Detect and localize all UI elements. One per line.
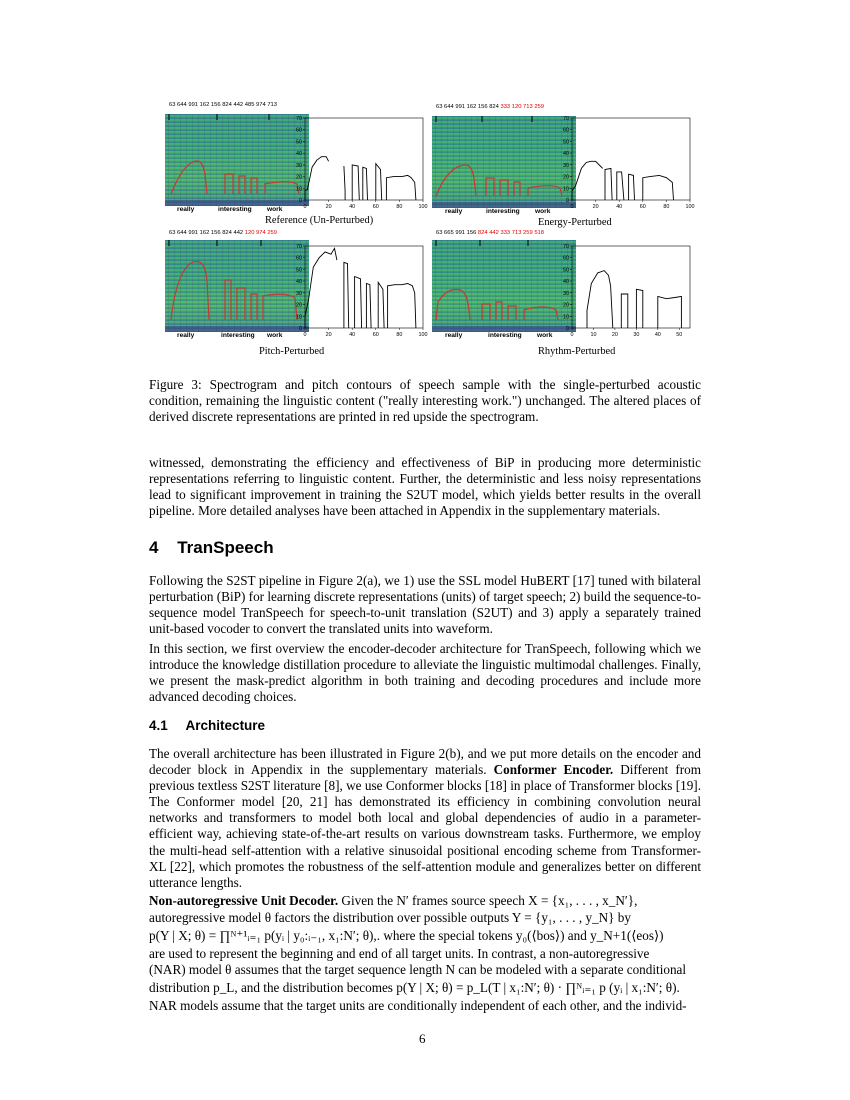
- y-tick-label: 50: [296, 139, 302, 146]
- section-title: TranSpeech: [177, 538, 274, 557]
- pitch-contour-line: [378, 282, 384, 328]
- word-label-work: work: [267, 332, 283, 339]
- figure-panel-pitch: [165, 230, 435, 360]
- pitch-contour-line: [636, 289, 642, 328]
- x-tick-label: 40: [654, 332, 661, 338]
- y-tick-label: 30: [563, 162, 569, 169]
- pitch-contour-line: [658, 296, 682, 328]
- x-tick-label: 80: [663, 204, 670, 210]
- y-tick-label: 60: [563, 255, 569, 262]
- subsection-heading: [149, 718, 265, 733]
- y-tick-label: 40: [296, 151, 302, 158]
- y-tick-label: 40: [563, 279, 569, 286]
- x-tick-label: 60: [372, 332, 379, 338]
- y-tick-label: 40: [563, 151, 569, 158]
- x-tick-label: 100: [418, 332, 428, 338]
- x-tick-label: 40: [616, 204, 623, 210]
- pitch-contour-chart: [556, 242, 696, 350]
- pitch-contour-line: [587, 271, 613, 328]
- figure-panel-energy: [432, 104, 702, 234]
- paragraph-architecture: The overall architecture has been illustrated in Figure 2(b), and we put more details on the encoder and decoder block in Appendix in the supplementary materials. Conformer Encoder. Different from previous textless S2ST literature [8], we use Conformer blocks [18] in place of Transformer blocks [19]. The Conformer model [20, 21] has demonstrated its efficiency in combining convolution neural networks and transformers to model both local and global dependencies of audio in a parameter-efficient way, achieving state-of-the-art results on various downstream tasks. Furthermore, we employ the multi-head self-attention with a relative sinusoidal positional encoding scheme from Transformer-XL [22], which promotes the robustness of the self-attention module and generalizes better on different utterance lengths.: [149, 746, 701, 890]
- x-tick-label: 0: [570, 204, 574, 210]
- word-label-interesting: interesting: [221, 332, 255, 339]
- word-label-work: work: [537, 332, 553, 339]
- word-label-really: really: [177, 206, 195, 213]
- x-tick-label: 0: [303, 204, 307, 210]
- word-label-interesting: interesting: [488, 332, 522, 339]
- nar-line: NAR models assume that the target units are conditionally independent of each other, and the individ-: [149, 998, 687, 1013]
- conformer-encoder-heading: Conformer Encoder.: [493, 762, 614, 778]
- unit-sequence: 63 644 991 162 156 824 442 120 974 259: [169, 230, 278, 236]
- spectrogram: [165, 240, 309, 332]
- paragraph-overview: In this section, we first overview the encoder-decoder architecture for TranSpeech, following which we introduce the knowledge distillation procedure to alleviate the linguistic multimodal challenges. Finally, we present the mask-predict algorithm in both training and decoding procedures and include more advanced decoding choices.: [149, 641, 701, 705]
- word-label-work: work: [267, 206, 283, 213]
- pitch-contour-line: [643, 175, 674, 200]
- x-tick-label: 20: [611, 332, 618, 338]
- x-tick-label: 10: [590, 332, 597, 338]
- x-tick-label: 60: [372, 204, 379, 210]
- y-tick-label: 0: [566, 326, 569, 332]
- y-tick-label: 60: [296, 255, 302, 262]
- plot-frame: [572, 246, 690, 328]
- x-tick-label: 20: [325, 332, 332, 338]
- word-label-work: work: [535, 208, 551, 215]
- paragraph-pipeline: Following the S2ST pipeline in Figure 2(a), we 1) use the SSL model HuBERT [17] tuned with bilateral perturbation (BiP) for learning discrete representations (units) of target speech; 2) build the sequence-to-sequence model TranSpeech for speech-to-unit translation (S2UT) and 3) apply a separately trained unit-based vocoder to convert the translated units into waveform.: [149, 573, 701, 637]
- paragraph-witnessed: witnessed, demonstrating the efficiency and effectiveness of BiP in producing more deterministic representations referring to linguistic content. Further, the deterministic and less noisy representations lead to significant improvement in training the S2UT model, which yields better results in the overall pipeline. More detailed analyses have been attached in Appendix in the supplementary materials.: [149, 455, 701, 519]
- panel-caption: Reference (Un-Perturbed): [265, 215, 374, 226]
- nar-heading: Non-autoregressive Unit Decoder.: [149, 893, 339, 908]
- y-tick-label: 0: [566, 198, 569, 204]
- pitch-contour-line: [352, 165, 359, 200]
- nar-line: Non-autoregressive Unit Decoder. Given the N′ frames source speech X = {x₁, . . . , x_N′},: [149, 893, 638, 908]
- pitch-contour-line: [617, 172, 624, 200]
- word-label-really: really: [177, 332, 195, 339]
- y-tick-label: 70: [563, 116, 569, 122]
- subsection-number: 4.1: [149, 718, 168, 733]
- figure-panel-reference: [165, 102, 435, 232]
- pitch-contour-line: [355, 277, 362, 329]
- page-number: 6: [419, 1031, 426, 1046]
- section-number: 4: [149, 538, 159, 557]
- y-tick-label: 10: [296, 314, 302, 321]
- y-tick-label: 20: [563, 174, 569, 181]
- x-tick-label: 40: [349, 332, 356, 338]
- x-tick-label: 0: [303, 332, 307, 338]
- y-tick-label: 50: [296, 267, 302, 274]
- pitch-contour-line: [629, 174, 635, 200]
- x-tick-label: 100: [685, 204, 695, 210]
- pitch-contour-line: [366, 284, 371, 329]
- pitch-contour-line: [621, 294, 628, 328]
- pitch-contour-line: [344, 166, 345, 200]
- nar-line: distribution p_L, and the distribution becomes p(Y | X; θ) = p_L(T | x₁:N′; θ) · ∏ᴺᵢ₌₁ p (yᵢ | x₁:N′; θ).: [149, 980, 680, 995]
- word-label-really: really: [445, 332, 463, 339]
- x-tick-label: 30: [633, 332, 640, 338]
- y-tick-label: 30: [296, 162, 302, 169]
- pitch-contour-line: [386, 175, 416, 200]
- plot-frame: [305, 246, 423, 328]
- y-tick-label: 0: [299, 198, 302, 204]
- word-label-interesting: interesting: [218, 206, 252, 213]
- pitch-contour-line: [572, 161, 603, 200]
- pitch-contour-chart: [556, 114, 696, 222]
- y-tick-label: 60: [563, 127, 569, 134]
- x-tick-label: 80: [396, 332, 403, 338]
- y-tick-label: 30: [563, 290, 569, 297]
- nar-line: autoregressive model θ factors the distribution over possible outputs Y = {y₁, . . . , y_N} by: [149, 910, 631, 925]
- y-tick-label: 20: [296, 302, 302, 309]
- y-tick-label: 10: [563, 186, 569, 193]
- y-tick-label: 0: [299, 326, 302, 332]
- x-tick-label: 20: [592, 204, 599, 210]
- pitch-contour-line: [305, 157, 329, 200]
- x-tick-label: 80: [396, 204, 403, 210]
- nar-line: p(Y | X; θ) = ∏ᴺ⁺¹ᵢ₌₁ p(yᵢ | y₀:ᵢ₋₁, x₁:N′; θ),. where the special tokens y₀(⟨bos⟩) and y_N+1(⟨eos⟩): [149, 928, 664, 943]
- y-tick-label: 20: [296, 174, 302, 181]
- y-tick-label: 50: [563, 139, 569, 146]
- word-label-really: really: [445, 208, 463, 215]
- pitch-contour-line: [344, 262, 349, 328]
- unit-sequence: 63 644 991 162 156 824 333 120 713 259: [436, 104, 545, 110]
- unit-sequence: 63 644 991 162 156 824 442 485 974 713: [169, 102, 277, 108]
- nar-line: (NAR) model θ assumes that the target sequence length N can be modeled with a separate conditional: [149, 962, 687, 977]
- x-tick-label: 40: [349, 204, 356, 210]
- pitch-contour-line: [305, 248, 337, 328]
- pitch-contour-line: [363, 167, 368, 200]
- panel-caption: Pitch-Perturbed: [259, 346, 325, 357]
- section-heading: [149, 538, 274, 558]
- subsection-title: Architecture: [185, 718, 266, 733]
- x-tick-label: 100: [418, 204, 428, 210]
- panel-caption: Rhythm-Perturbed: [538, 346, 616, 357]
- pitch-contour-chart: [289, 242, 429, 350]
- pitch-contour-chart: [289, 114, 429, 222]
- y-tick-label: 20: [563, 302, 569, 309]
- figure-caption: Figure 3: Spectrogram and pitch contours of speech sample with the single-perturbed acoustic condition, remaining the linguistic content ("really interesting work.") unchanged. The altered places of derived discrete representations are printed in red upside the spectrogram.: [149, 377, 701, 425]
- spectrogram: [432, 240, 576, 332]
- spectrogram: [432, 116, 576, 208]
- nar-line: are used to represent the beginning and end of all target units. In contrast, a non-autoregressive: [149, 946, 650, 961]
- y-tick-label: 50: [563, 267, 569, 274]
- x-tick-label: 0: [570, 332, 574, 338]
- y-tick-label: 60: [296, 127, 302, 134]
- y-tick-label: 70: [296, 244, 302, 250]
- y-tick-label: 70: [563, 244, 569, 250]
- x-tick-label: 20: [325, 204, 332, 210]
- unit-sequence: 63 665 991 156 824 442 333 713 259 518: [436, 230, 544, 236]
- y-tick-label: 10: [563, 314, 569, 321]
- y-tick-label: 70: [296, 116, 302, 122]
- x-tick-label: 60: [639, 204, 646, 210]
- pitch-contour-line: [376, 164, 382, 200]
- pitch-contour-line: [605, 168, 612, 200]
- y-tick-label: 40: [296, 279, 302, 286]
- spectrogram: [165, 114, 309, 206]
- y-tick-label: 30: [296, 290, 302, 297]
- y-tick-label: 10: [296, 186, 302, 193]
- figure-panel-rhythm: [432, 230, 702, 360]
- plot-frame: [305, 118, 423, 200]
- x-tick-label: 50: [676, 332, 683, 338]
- word-label-interesting: interesting: [486, 208, 520, 215]
- pitch-contour-line: [388, 284, 416, 329]
- panel-caption: Energy-Perturbed: [538, 217, 612, 228]
